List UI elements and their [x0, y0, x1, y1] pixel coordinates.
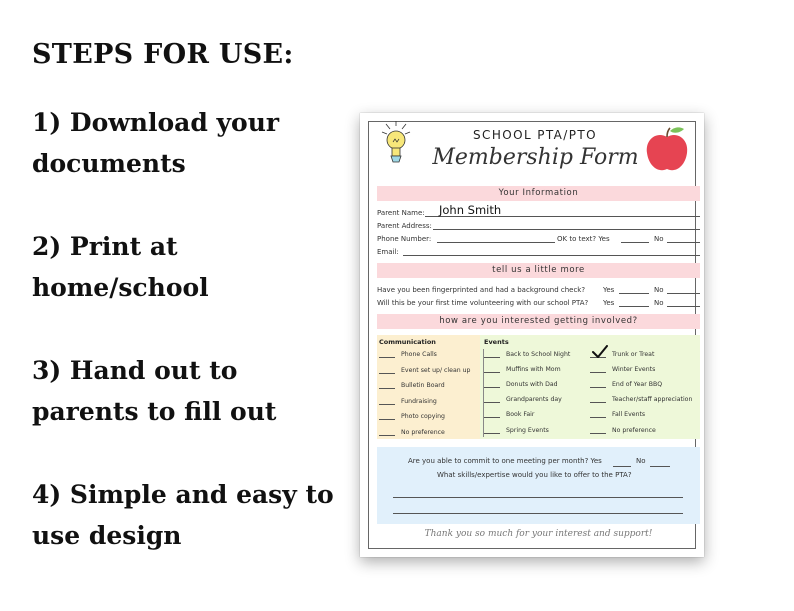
comm-option: Bulletin Board [379, 382, 445, 389]
event-option: Fall Events [590, 411, 645, 418]
question-2-yes-line [619, 306, 649, 307]
skills-line-1 [393, 497, 683, 498]
event-option-checked: Trunk or Treat [590, 351, 654, 358]
events-header: Events [484, 338, 509, 346]
event-option: Spring Events [484, 427, 549, 434]
comm-option: Photo copying [379, 413, 445, 420]
email-row [377, 245, 700, 257]
lightbulb-icon [378, 120, 414, 164]
meeting-yes-line [613, 466, 631, 467]
communication-header: Communication [379, 338, 436, 346]
section-tell-us-more: tell us a little more [377, 263, 700, 278]
step-2: 2) Print at home/school [32, 232, 209, 302]
step-1: 1) Download your documents [32, 108, 280, 178]
parent-address-line [433, 229, 700, 230]
form-title: Membership Form [432, 145, 639, 170]
step-4: 4) Simple and easy to use design [32, 480, 334, 550]
parent-name-value: John Smith [439, 203, 502, 217]
question-first-time [377, 296, 700, 308]
question-1-text: Have you been fingerprinted and had a background check? [377, 286, 586, 294]
meeting-no-label: No [636, 457, 646, 465]
steps-panel [32, 36, 342, 556]
checkmark-icon [591, 345, 609, 359]
question-1-no: No [654, 286, 664, 294]
meeting-question: Are you able to commit to one meeting per month? Yes [408, 457, 602, 465]
text-no-label: No [654, 235, 664, 243]
phone-row [377, 232, 700, 244]
step-3: 3) Hand out to parents to fill out [32, 356, 277, 426]
comm-option: Phone Calls [379, 351, 437, 358]
communication-box [377, 335, 480, 439]
event-option: Donuts with Dad [484, 381, 558, 388]
question-background-check [377, 283, 700, 295]
question-2-text: Will this be your first time volunteering with our school PTA? [377, 299, 589, 307]
event-option: Teacher/staff appreciation [590, 396, 692, 403]
parent-address-label: Parent Address: [377, 222, 432, 230]
thank-you-note: Thank you so much for your interest and support! [424, 529, 653, 539]
question-2-no: No [654, 299, 664, 307]
event-option: End of Year BBQ [590, 381, 662, 388]
event-option: Back to School Night [484, 351, 570, 358]
meeting-no-line [650, 466, 670, 467]
commitment-box [377, 447, 700, 524]
parent-name-row [377, 203, 700, 218]
question-1-yes: Yes [603, 286, 615, 294]
question-1-no-line [667, 293, 700, 294]
steps-heading: STEPS FOR USE: [32, 39, 294, 70]
section-interests: how are you interested getting involved? [377, 314, 700, 329]
column-divider [483, 349, 484, 437]
section-your-information: Your Information [377, 186, 700, 201]
email-label: Email: [377, 248, 399, 256]
comm-option: Fundraising [379, 398, 437, 405]
event-option: No preference [590, 427, 656, 434]
phone-label: Phone Number: [377, 235, 432, 243]
event-option: Winter Events [590, 366, 655, 373]
skills-line-2 [393, 513, 683, 514]
comm-option: Event set up/ clean up [379, 367, 470, 374]
ok-to-text-label: OK to text? Yes [557, 235, 610, 243]
phone-line [437, 242, 555, 243]
text-no-line [667, 242, 700, 243]
parent-address-row [377, 219, 700, 231]
school-label: SCHOOL PTA/PTO [473, 128, 597, 142]
question-2-no-line [667, 306, 700, 307]
event-option: Muffins with Mom [484, 366, 561, 373]
skills-question: What skills/expertise would you like to offer to the PTA? [437, 471, 632, 479]
question-1-yes-line [619, 293, 649, 294]
event-option: Book Fair [484, 411, 534, 418]
parent-name-label: Parent Name: [377, 209, 425, 217]
email-line [403, 255, 700, 256]
event-option: Grandparents day [484, 396, 562, 403]
question-2-yes: Yes [603, 299, 615, 307]
comm-option: No preference [379, 429, 445, 436]
text-yes-line [621, 242, 649, 243]
events-box [480, 335, 700, 439]
